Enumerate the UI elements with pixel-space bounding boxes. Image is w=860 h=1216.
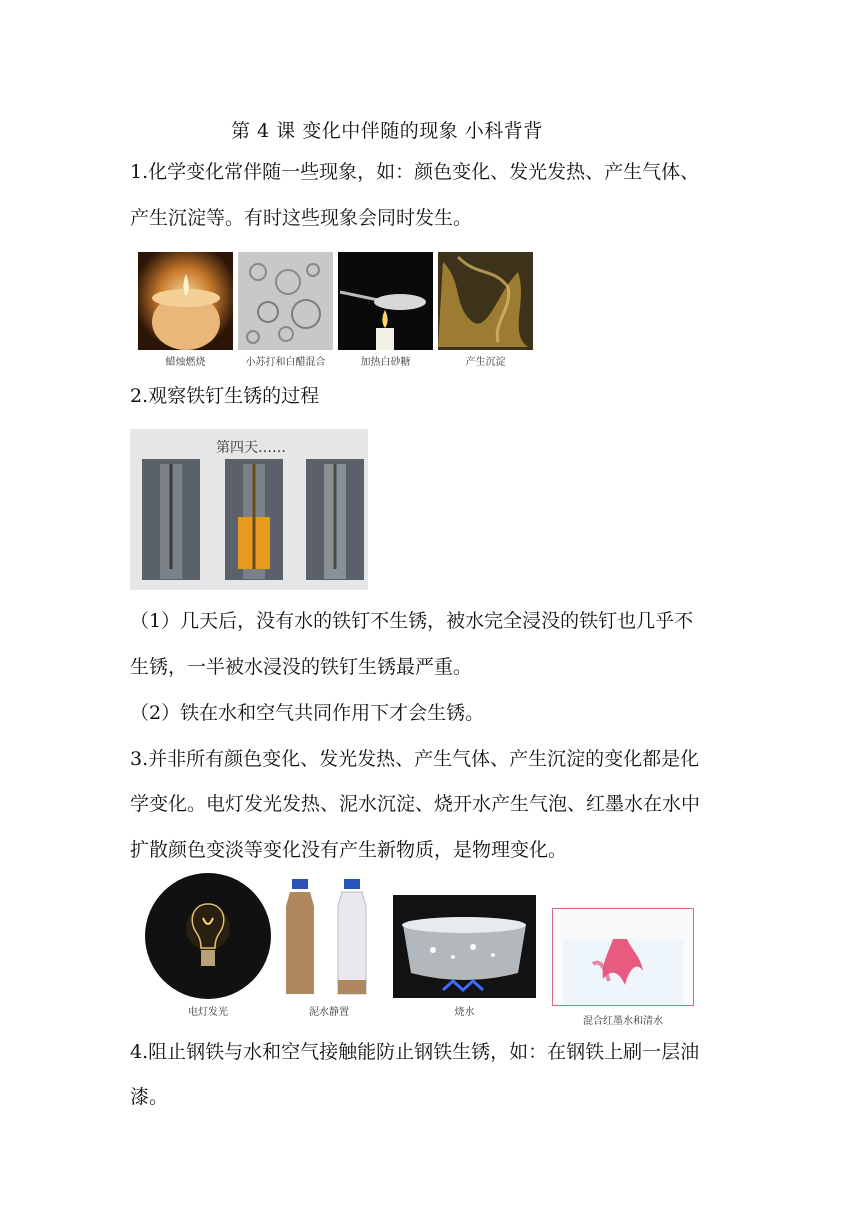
section4-line1: 4.阻止钢铁与水和空气接触能防止钢铁生锈，如：在钢铁上刷一层油 xyxy=(130,1041,700,1063)
page-title: 第 4 课 变化中伴随的现象 小科背背 xyxy=(231,120,543,142)
photo-label: 第四天…… xyxy=(216,440,286,456)
section3-line2: 学变化。电灯发光发热、泥水沉淀、烧开水产生气泡、红墨水在水中 xyxy=(130,793,701,815)
section2-item1-line2: 生锈，一半被水浸没的铁钉生锈最严重。 xyxy=(130,656,473,678)
precipitate-icon xyxy=(438,252,533,350)
caption-light-bulb: 电灯发光 xyxy=(188,1007,228,1018)
caption-precipitate: 产生沉淀 xyxy=(465,357,506,368)
section1-line2: 产生沉淀等。有时这些现象会同时发生。 xyxy=(130,207,473,229)
section2-item1-line1: （1）几天后，没有水的铁钉不生锈，被水完全浸没的铁钉也几乎不 xyxy=(130,610,694,632)
section2-item2: （2）铁在水和空气共同作用下才会生锈。 xyxy=(130,702,485,724)
candle-icon xyxy=(138,252,233,350)
caption-bubbles: 小苏打和白醋混合 xyxy=(245,357,326,368)
caption-red-ink: 混合红墨水和清水 xyxy=(583,1016,663,1027)
light-bulb-icon xyxy=(143,872,273,1000)
rusting-nails-photo xyxy=(130,429,368,590)
section3-line3: 扩散颜色变淡等变化没有产生新物质，是物理变化。 xyxy=(130,839,568,861)
caption-heat-sugar: 加热白砂糖 xyxy=(360,357,411,368)
section4-line2: 漆。 xyxy=(130,1086,169,1108)
caption-bottles: 泥水静置 xyxy=(309,1007,349,1018)
section3-line1: 3.并非所有颜色变化、发光发热、产生气体、产生沉淀的变化都是化 xyxy=(130,748,700,770)
boiling-pot-icon xyxy=(393,895,536,998)
caption-candle: 蜡烛燃烧 xyxy=(165,357,206,368)
bubbles-icon xyxy=(238,252,333,350)
section1-line1: 1.化学变化常伴随一些现象，如：颜色变化、发光发热、产生气体、 xyxy=(130,161,700,183)
caption-boiling: 烧水 xyxy=(454,1007,475,1018)
red-ink-icon xyxy=(552,908,694,1006)
spoon-flame-icon xyxy=(338,252,433,350)
bottles-icon xyxy=(282,876,376,1000)
section2-heading: 2.观察铁钉生锈的过程 xyxy=(130,385,320,407)
